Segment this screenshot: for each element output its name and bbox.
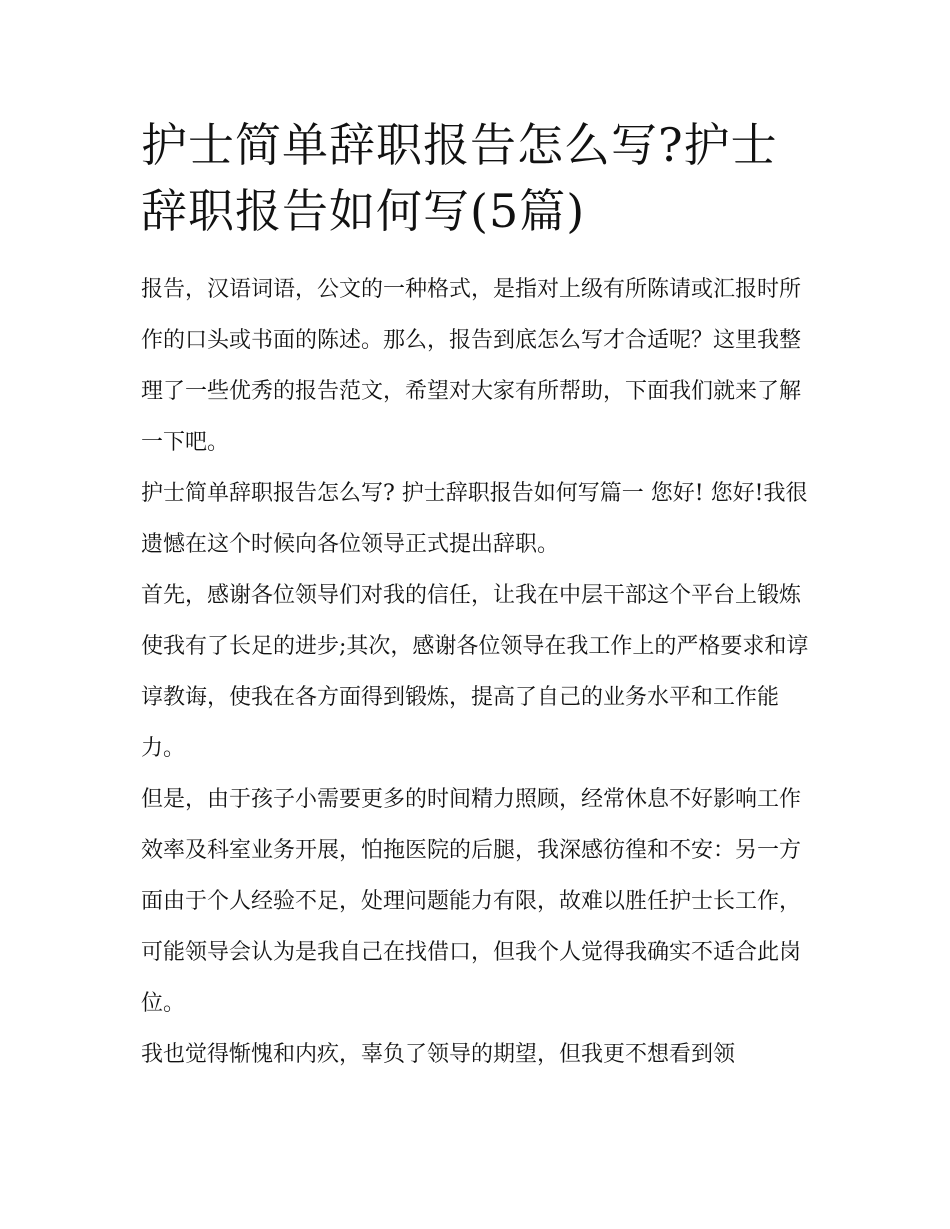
paragraph-apology: 我也觉得惭愧和内疚，辜负了领导的期望，但我更不想看到领 — [141, 1042, 736, 1067]
document-title: 护士简单辞职报告怎么写?护士辞职报告如何写(5篇) — [141, 118, 778, 238]
paragraph-reasons: 但是，由于孩子小需要更多的时间精力照顾，经常休息不好影响工作效率及科室业务开展，怕拖医院的后腿，我深感彷徨和不安：另一方面由于个人经验不足，处理问题能力有限，故难以胜任护士长工作，可能领导会认为是我自己在找借口，但我个人觉得我确实不适合此岗位。 — [141, 787, 802, 1016]
document-text — [141, 264, 813, 1080]
paragraph-thanks: 首先，感谢各位领导们对我的信任，让我在中层干部这个平台上锻炼使我有了长足的进步;其次，感谢各位领导在我工作上的严格要求和谆谆教诲，使我在各方面得到锻炼，提高了自己的业务水平和工作能力。 — [141, 583, 809, 761]
paragraph-intro: 报告，汉语词语，公文的一种格式，是指对上级有所陈请或汇报时所作的口头或书面的陈述。那么，报告到底怎么写才合适呢？这里我整理了一些优秀的报告范文，希望对大家有所帮助，下面我们就来了解一下吧。 — [141, 277, 802, 455]
document-body — [141, 112, 813, 1080]
paragraph-greeting: 护士简单辞职报告怎么写? 护士辞职报告如何写篇一 您好! 您好!我很遗憾在这个时候向各位领导正式提出辞职。 — [141, 481, 808, 557]
